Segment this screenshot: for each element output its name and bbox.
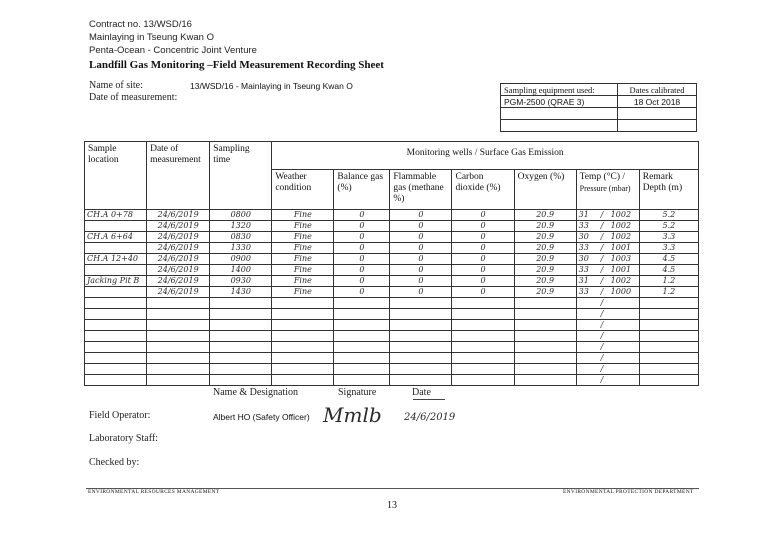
time-cell: 0900 (210, 254, 272, 265)
flam-cell (390, 331, 452, 342)
header-sample-location: Sample location (85, 142, 147, 210)
date-calibrated-value: 18 Oct 2018 (618, 96, 697, 108)
date-cell (147, 364, 210, 375)
project-name: Mainlaying in Tseung Kwan O (89, 32, 214, 43)
balance-cell: 0 (334, 276, 390, 287)
temp-pressure-cell (576, 320, 639, 331)
temp-value: 31 (578, 210, 589, 219)
time-cell (210, 309, 272, 320)
temp-pressure-cell (576, 221, 639, 232)
footer-left: ENVIRONMENTAL RESOURCES MANAGEMENT (88, 489, 220, 495)
co2-cell: 0 (452, 221, 514, 232)
o2-cell: 20.9 (514, 265, 576, 276)
equipment-value: PGM-2500 (QRAE 3) (501, 96, 618, 108)
balance-cell (334, 375, 390, 386)
balance-cell: 0 (334, 243, 390, 254)
loc-cell (85, 353, 147, 364)
weather-cell: Fine (272, 254, 334, 265)
temp-pressure-cell (576, 309, 639, 320)
balance-cell (334, 364, 390, 375)
page-number: 13 (387, 500, 397, 511)
balance-cell: 0 (334, 221, 390, 232)
date-cell: 24/6/2019 (147, 265, 210, 276)
temp-pressure-cell (576, 232, 639, 243)
temp-value: 31 (578, 276, 589, 285)
flam-cell: 0 (390, 276, 452, 287)
table-row (85, 243, 699, 254)
pressure-value: 1001 (610, 265, 632, 274)
remark-cell (639, 320, 698, 331)
remark-cell (639, 309, 698, 320)
remark-cell (639, 375, 698, 386)
loc-cell (85, 287, 147, 298)
flam-cell: 0 (390, 287, 452, 298)
remark-cell: 5.2 (639, 210, 698, 221)
loc-cell (85, 364, 147, 375)
flam-cell: 0 (390, 243, 452, 254)
temp-value: 33 (578, 265, 589, 274)
date-cell (147, 353, 210, 364)
field-operator-signature: Mmlb (323, 403, 382, 427)
time-cell (210, 331, 272, 342)
slash-separator: / (600, 320, 604, 329)
weather-cell (272, 298, 334, 309)
balance-cell: 0 (334, 232, 390, 243)
pressure-value: 1002 (610, 232, 632, 241)
date-cell (147, 320, 210, 331)
slash-separator: / (600, 265, 604, 274)
date-cell (147, 375, 210, 386)
o2-cell (514, 364, 576, 375)
checked-by-label: Checked by: (89, 457, 140, 468)
signature-header: Signature (338, 387, 377, 398)
site-name-label: Name of site: (89, 80, 143, 91)
time-cell: 0830 (210, 232, 272, 243)
weather-cell: Fine (272, 265, 334, 276)
flam-cell: 0 (390, 232, 452, 243)
weather-cell: Fine (272, 276, 334, 287)
date-underline (413, 399, 445, 400)
table-row (85, 331, 699, 342)
remark-cell (639, 331, 698, 342)
pressure-value: 1002 (610, 210, 632, 219)
equipment-blank-cell (501, 120, 618, 132)
table-row (85, 375, 699, 386)
loc-cell (85, 309, 147, 320)
date-cell: 24/6/2019 (147, 210, 210, 221)
date-header: Date (412, 387, 431, 398)
temp-value: 33 (578, 221, 589, 230)
table-row (85, 221, 699, 232)
balance-cell (334, 298, 390, 309)
co2-cell: 0 (452, 254, 514, 265)
table-row (85, 254, 699, 265)
table-row (85, 364, 699, 375)
sheet-title: Landfill Gas Monitoring –Field Measurement Recording Sheet (89, 59, 384, 71)
date-cell (147, 298, 210, 309)
time-cell (210, 364, 272, 375)
temp-pressure-cell (576, 353, 639, 364)
o2-cell: 20.9 (514, 287, 576, 298)
slash-separator: / (600, 210, 604, 219)
loc-cell (85, 342, 147, 353)
o2-cell (514, 342, 576, 353)
date-cell: 24/6/2019 (147, 287, 210, 298)
dates-calibrated-header: Dates calibrated (618, 84, 697, 96)
o2-cell: 20.9 (514, 221, 576, 232)
date-blank-cell (618, 120, 697, 132)
remark-cell (639, 353, 698, 364)
date-cell: 24/6/2019 (147, 243, 210, 254)
o2-cell (514, 298, 576, 309)
table-row (85, 276, 699, 287)
temp-pressure-cell (576, 298, 639, 309)
weather-cell (272, 353, 334, 364)
loc-cell: CH.A 0+78 (85, 210, 147, 221)
date-cell: 24/6/2019 (147, 276, 210, 287)
remark-cell: 3.3 (639, 243, 698, 254)
loc-cell (85, 331, 147, 342)
balance-cell: 0 (334, 254, 390, 265)
date-cell (147, 309, 210, 320)
o2-cell: 20.9 (514, 232, 576, 243)
table-row (85, 298, 699, 309)
temp-pressure-cell (576, 254, 639, 265)
time-cell (210, 353, 272, 364)
remark-cell: 1.2 (639, 287, 698, 298)
flam-cell (390, 375, 452, 386)
temp-pressure-cell (576, 287, 639, 298)
slash-separator: / (600, 309, 604, 318)
remark-cell (639, 298, 698, 309)
table-row (85, 232, 699, 243)
o2-cell: 20.9 (514, 210, 576, 221)
slash-separator: / (600, 375, 604, 384)
time-cell: 0800 (210, 210, 272, 221)
o2-cell (514, 353, 576, 364)
co2-cell (452, 320, 514, 331)
loc-cell (85, 265, 147, 276)
weather-cell: Fine (272, 210, 334, 221)
time-cell (210, 342, 272, 353)
loc-cell: Jacking Pit B (85, 276, 147, 287)
header-sampling-time: Sampling time (210, 142, 272, 210)
balance-cell (334, 353, 390, 364)
slash-separator: / (600, 287, 604, 296)
co2-cell: 0 (452, 232, 514, 243)
balance-cell: 0 (334, 287, 390, 298)
temp-value: 33 (578, 243, 589, 252)
temp-pressure-cell (576, 342, 639, 353)
loc-cell (85, 375, 147, 386)
contractor-name: Penta-Ocean - Concentric Joint Venture (89, 45, 257, 56)
slash-separator: / (600, 364, 604, 373)
table-row (85, 309, 699, 320)
slash-separator: / (600, 353, 604, 362)
equipment-table (500, 83, 697, 132)
header-remark: Remark Depth (m) (639, 170, 698, 210)
time-cell: 1330 (210, 243, 272, 254)
slash-separator: / (600, 342, 604, 351)
o2-cell (514, 375, 576, 386)
weather-cell (272, 375, 334, 386)
weather-cell: Fine (272, 243, 334, 254)
o2-cell (514, 331, 576, 342)
header-oxygen: Oxygen (%) (514, 170, 576, 210)
time-cell: 1430 (210, 287, 272, 298)
balance-cell: 0 (334, 210, 390, 221)
temp-value: 30 (578, 254, 589, 263)
weather-cell (272, 364, 334, 375)
loc-cell (85, 221, 147, 232)
date-cell: 24/6/2019 (147, 254, 210, 265)
balance-cell: 0 (334, 265, 390, 276)
field-operator-name: Albert HO (Safety Officer) (213, 412, 310, 422)
loc-cell (85, 298, 147, 309)
flam-cell (390, 298, 452, 309)
co2-cell (452, 364, 514, 375)
loc-cell: CH.A 6+64 (85, 232, 147, 243)
table-row (85, 265, 699, 276)
weather-cell (272, 331, 334, 342)
date-cell (147, 331, 210, 342)
contract-number: Contract no. 13/WSD/16 (89, 19, 192, 30)
date-cell: 24/6/2019 (147, 221, 210, 232)
header-pressure: Pressure (mbar) (579, 184, 631, 193)
pressure-value: 1001 (610, 243, 632, 252)
remark-cell: 4.5 (639, 254, 698, 265)
co2-cell (452, 331, 514, 342)
remark-cell (639, 364, 698, 375)
header-carbon-dioxide: Carbon dioxide (%) (452, 170, 514, 210)
o2-cell: 20.9 (514, 254, 576, 265)
header-temp: Temp (°C) / (579, 172, 626, 182)
date-blank-cell (618, 108, 697, 120)
slash-separator: / (600, 243, 604, 252)
temp-pressure-cell (576, 265, 639, 276)
weather-cell: Fine (272, 232, 334, 243)
table-row (85, 210, 699, 221)
field-operator-date: 24/6/2019 (404, 412, 456, 423)
time-cell: 0930 (210, 276, 272, 287)
co2-cell (452, 309, 514, 320)
slash-separator: / (600, 276, 604, 285)
temp-pressure-cell (576, 331, 639, 342)
name-designation-header: Name & Designation (213, 387, 298, 398)
measurement-table (84, 141, 699, 386)
co2-cell (452, 353, 514, 364)
equipment-blank-cell (501, 108, 618, 120)
flam-cell: 0 (390, 265, 452, 276)
time-cell (210, 375, 272, 386)
co2-cell: 0 (452, 210, 514, 221)
weather-cell: Fine (272, 287, 334, 298)
remark-cell: 3.3 (639, 232, 698, 243)
balance-cell (334, 309, 390, 320)
date-cell: 24/6/2019 (147, 232, 210, 243)
o2-cell (514, 320, 576, 331)
remark-cell (639, 342, 698, 353)
weather-cell (272, 342, 334, 353)
temp-value: 30 (578, 232, 589, 241)
time-cell (210, 320, 272, 331)
co2-cell (452, 298, 514, 309)
slash-separator: / (600, 221, 604, 230)
remark-cell: 1.2 (639, 276, 698, 287)
equipment-header: Sampling equipment used: (501, 84, 618, 96)
header-flammable-gas: Flammable gas (methane %) (390, 170, 452, 210)
flam-cell (390, 353, 452, 364)
loc-cell: CH.A 12+40 (85, 254, 147, 265)
balance-cell (334, 342, 390, 353)
balance-cell (334, 320, 390, 331)
field-operator-label: Field Operator: (89, 410, 151, 421)
header-monitoring-wells: Monitoring wells / Surface Gas Emission (272, 142, 699, 170)
slash-separator: / (600, 331, 604, 340)
co2-cell: 0 (452, 287, 514, 298)
time-cell: 1400 (210, 265, 272, 276)
temp-pressure-cell (576, 375, 639, 386)
slash-separator: / (600, 232, 604, 241)
date-cell (147, 342, 210, 353)
temp-value: 33 (578, 287, 589, 296)
co2-cell: 0 (452, 276, 514, 287)
co2-cell: 0 (452, 265, 514, 276)
o2-cell (514, 309, 576, 320)
remark-cell: 5.2 (639, 221, 698, 232)
time-cell: 1320 (210, 221, 272, 232)
pressure-value: 1003 (610, 254, 632, 263)
laboratory-staff-label: Laboratory Staff: (89, 433, 158, 444)
weather-cell: Fine (272, 221, 334, 232)
table-row (85, 353, 699, 364)
co2-cell: 0 (452, 243, 514, 254)
table-row (85, 342, 699, 353)
footer-right: ENVIRONMENTAL PROTECTION DEPARTMENT (563, 489, 694, 495)
balance-cell (334, 331, 390, 342)
temp-pressure-cell (576, 364, 639, 375)
temp-pressure-cell (576, 243, 639, 254)
header-weather: Weather condition (272, 170, 334, 210)
weather-cell (272, 320, 334, 331)
flam-cell (390, 364, 452, 375)
pressure-value: 1002 (610, 276, 632, 285)
o2-cell: 20.9 (514, 276, 576, 287)
time-cell (210, 298, 272, 309)
temp-pressure-cell (576, 276, 639, 287)
loc-cell (85, 243, 147, 254)
loc-cell (85, 320, 147, 331)
flam-cell: 0 (390, 210, 452, 221)
flam-cell: 0 (390, 254, 452, 265)
slash-separator: / (600, 298, 604, 307)
flam-cell (390, 309, 452, 320)
header-temp-pressure (576, 170, 639, 210)
header-date-of-measurement: Date of measurement (147, 142, 210, 210)
flam-cell: 0 (390, 221, 452, 232)
slash-separator: / (600, 254, 604, 263)
pressure-value: 1000 (610, 287, 632, 296)
temp-pressure-cell (576, 210, 639, 221)
flam-cell (390, 320, 452, 331)
co2-cell (452, 375, 514, 386)
table-row (85, 320, 699, 331)
table-row (85, 287, 699, 298)
site-name-value: 13/WSD/16 - Mainlaying in Tseung Kwan O (190, 81, 353, 91)
pressure-value: 1002 (610, 221, 632, 230)
flam-cell (390, 342, 452, 353)
header-balance-gas: Balance gas (%) (334, 170, 390, 210)
remark-cell: 4.5 (639, 265, 698, 276)
date-of-measurement-label: Date of measurement: (89, 92, 178, 103)
co2-cell (452, 342, 514, 353)
weather-cell (272, 309, 334, 320)
o2-cell: 20.9 (514, 243, 576, 254)
